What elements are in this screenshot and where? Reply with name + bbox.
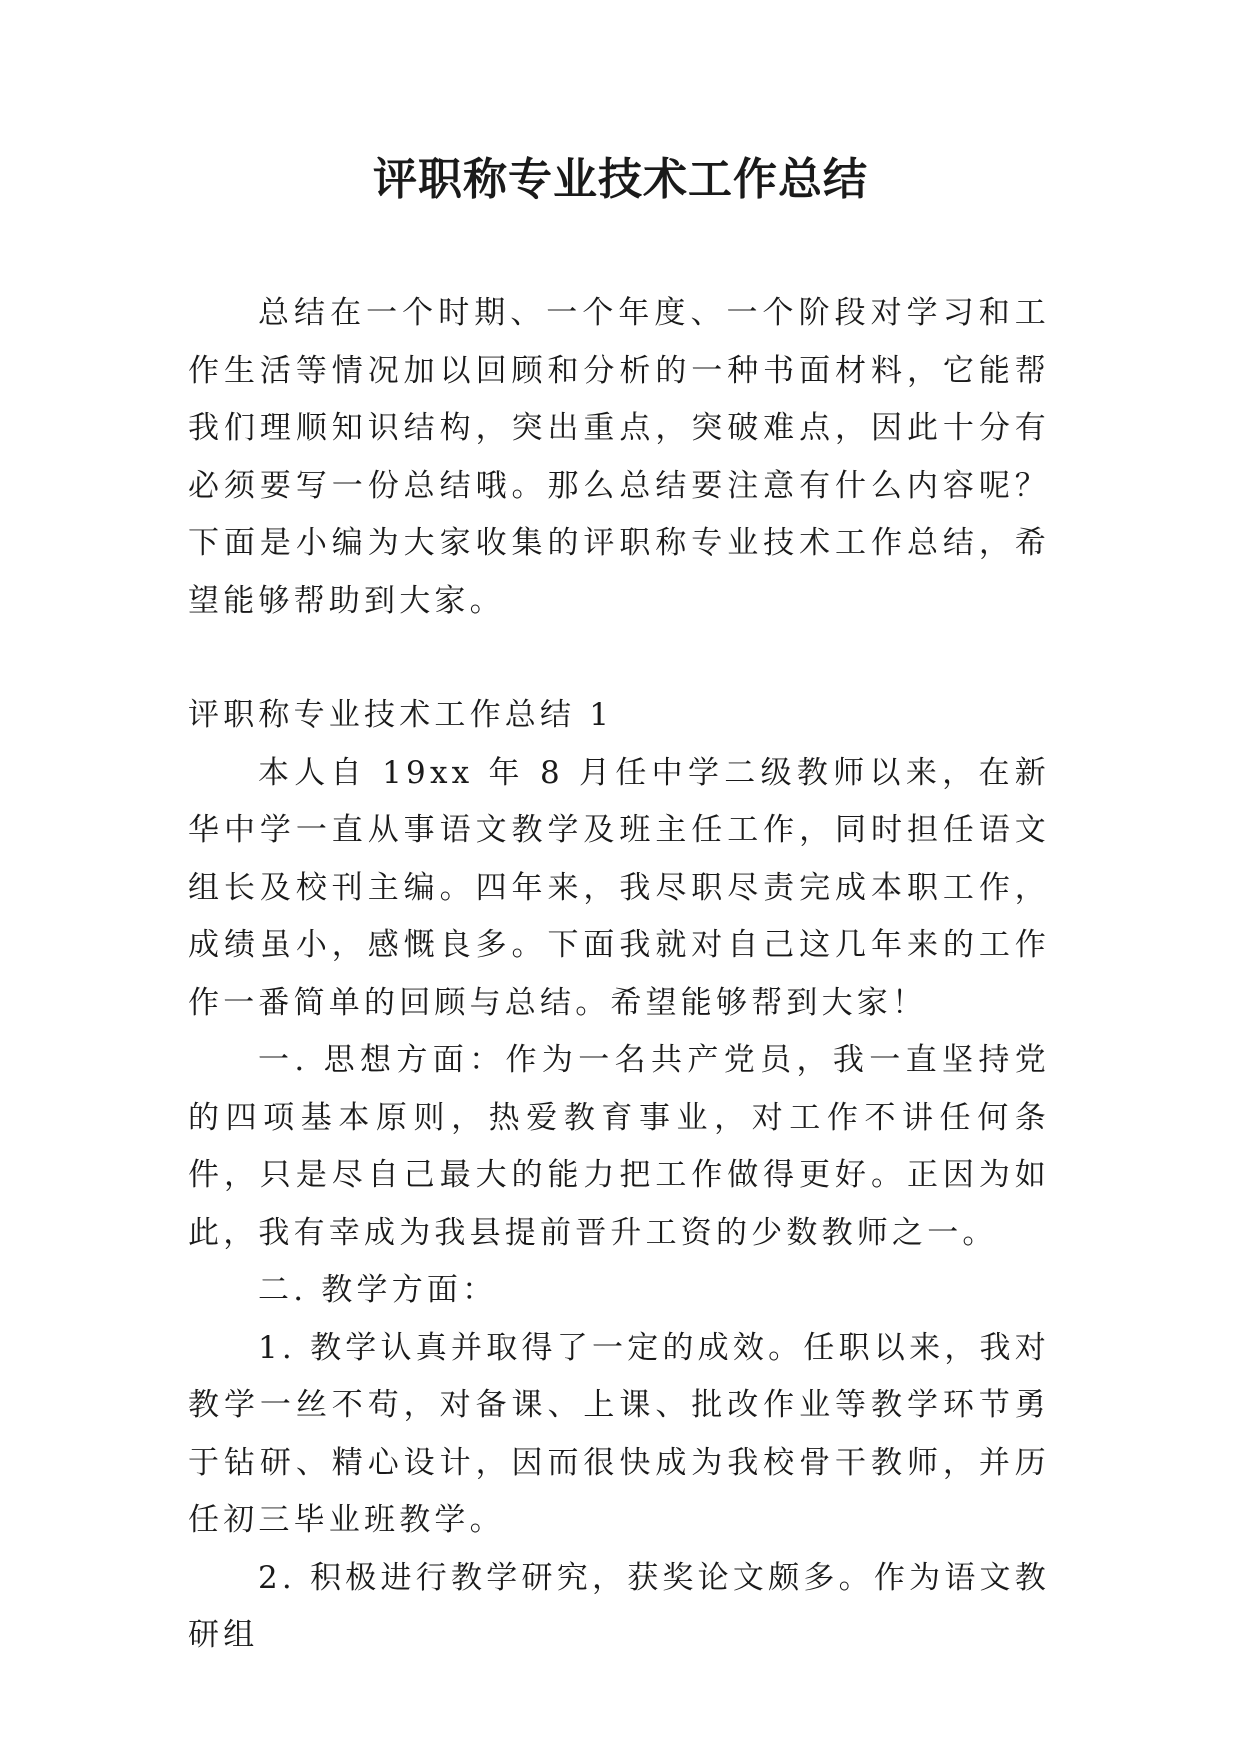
body-paragraph: 一. 思想方面：作为一名共产党员，我一直坚持党的四项基本原则，热爱教育事业，对工作不讲任何条件，只是尽自己最大的能力把工作做得更好。正因为如此，我有幸成为我县提前晋升工资的少数教师之一。 (188, 1042, 1050, 1251)
document-title: 评职称专业技术工作总结 (373, 154, 868, 205)
body-paragraph: 1. 教学认真并取得了一定的成效。任职以来，我对教学一丝不苟，对备课、上课、批改作业等教学环节勇于钻研、精心设计，因而很快成为我校骨干教师，并历任初三毕业班教学。 (188, 1329, 1050, 1538)
body-paragraph: 2. 积极进行教学研究，获奖论文颇多。作为语文教研组 (188, 1559, 1050, 1653)
document-body (188, 285, 1050, 1665)
section-heading: 评职称专业技术工作总结 1 (188, 697, 614, 733)
body-paragraph: 二. 教学方面： (258, 1272, 498, 1308)
body-paragraph: 本人自 19xx 年 8 月任中学二级教师以来，在新华中学一直从事语文教学及班主任工作，同时担任语文组长及校刊主编。四年来，我尽职尽责完成本职工作，成绩虽小，感慨良多。下面我就对自己这几年来的工作作一番简单的回顾与总结。希望能够帮到大家！ (188, 754, 1050, 1021)
intro-paragraph: 总结在一个时期、一个年度、一个阶段对学习和工作生活等情况加以回顾和分析的一种书面材料，它能帮我们理顺知识结构，突出重点，突破难点，因此十分有必须要写一份总结哦。那么总结要注意有什么内容呢？下面是小编为大家收集的评职称专业技术工作总结，希望能够帮助到大家。 (188, 295, 1050, 619)
